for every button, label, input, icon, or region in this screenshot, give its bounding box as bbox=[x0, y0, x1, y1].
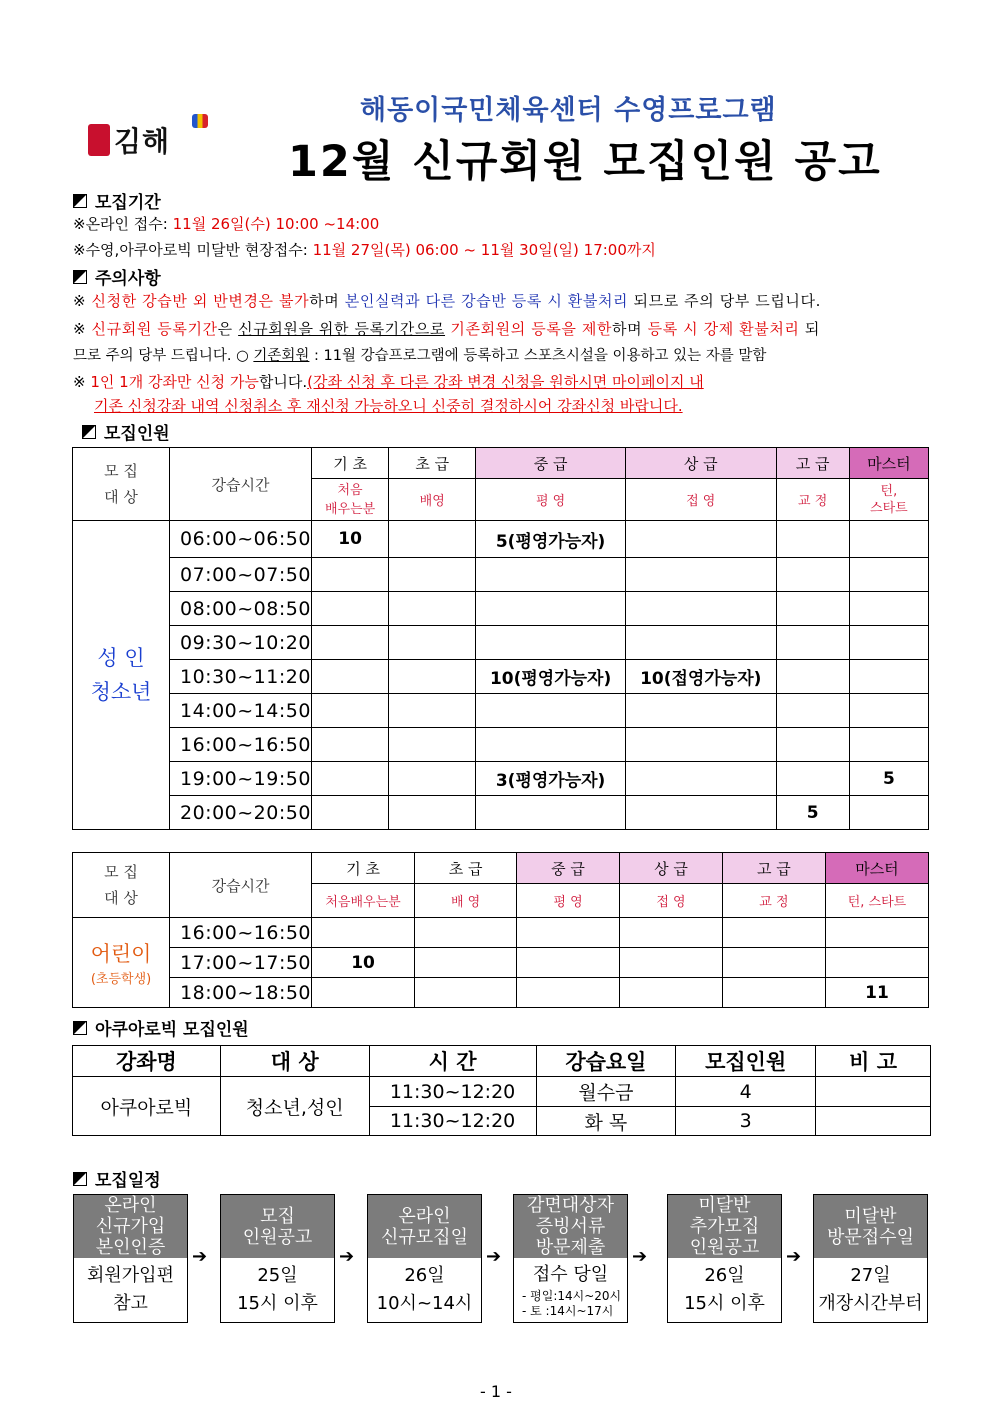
quota-cell bbox=[776, 660, 849, 694]
schedule-step-detail-line: 26일 bbox=[404, 1265, 445, 1286]
quota-cell bbox=[311, 694, 388, 728]
schedule-step-detail-line: 26일 bbox=[704, 1265, 745, 1286]
quota-cell: 10 bbox=[312, 948, 415, 978]
note-1-c: 본인실력과 다른 강습반 등록 시 환불처리 bbox=[344, 292, 629, 310]
quota-cell bbox=[722, 918, 825, 948]
level-desc: 처음 배우는분 bbox=[311, 479, 388, 521]
quota-cell bbox=[849, 626, 928, 660]
quota-cell bbox=[389, 626, 476, 660]
quota-cell bbox=[415, 978, 517, 1008]
level-expert: 고 급 bbox=[722, 853, 825, 884]
quota-cell bbox=[517, 918, 620, 948]
aqua-header-target: 대 상 bbox=[220, 1046, 369, 1077]
quota-cell bbox=[849, 558, 928, 592]
schedule-step-detail-line: 15시 이후 bbox=[237, 1293, 318, 1314]
schedule-step-title-line: 온라인 bbox=[398, 1205, 451, 1227]
arrow-right-icon: ➔ bbox=[786, 1246, 802, 1267]
level-basic: 기 초 bbox=[312, 853, 415, 884]
target-header bbox=[73, 853, 170, 918]
schedule-step-title-line: 신규가입 bbox=[95, 1216, 166, 1237]
level-desc: 턴, 스타트 bbox=[825, 884, 928, 918]
schedule-step-title-line: 방문접수일 bbox=[827, 1226, 914, 1248]
schedule-step-title-line: 방문제출 bbox=[535, 1237, 606, 1258]
time-header: 강습시간 bbox=[170, 853, 312, 918]
logo bbox=[88, 118, 198, 162]
quota-cell bbox=[776, 592, 849, 626]
section-schedule-heading bbox=[73, 1166, 161, 1191]
schedule-step-title-line: 모집 bbox=[260, 1205, 295, 1227]
quota-cell bbox=[311, 796, 388, 830]
schedule-step-detail-line: 접수 당일 bbox=[532, 1264, 609, 1285]
note-1 bbox=[73, 290, 821, 311]
section-marker-icon bbox=[73, 1021, 87, 1035]
table-row bbox=[73, 918, 929, 948]
note-1-a: 신청한 강습반 외 반변경은 불가 bbox=[91, 292, 310, 310]
note-2-a: 신규회원 등록기간 bbox=[91, 320, 218, 338]
quota-cell bbox=[389, 762, 476, 796]
quota-cell: 11 bbox=[825, 978, 928, 1008]
table-row bbox=[73, 762, 929, 796]
quota-cell: 5 bbox=[849, 762, 928, 796]
quota-cell bbox=[389, 694, 476, 728]
level-master: 마스터 bbox=[825, 853, 928, 884]
level-master: 마스터 bbox=[849, 448, 928, 479]
arrow-right-icon: ➔ bbox=[632, 1246, 648, 1267]
quota-cell bbox=[825, 918, 928, 948]
section-schedule-title: 모집일정 bbox=[95, 1171, 161, 1191]
note-1-b: 하며 bbox=[309, 292, 345, 310]
schedule-step-title-line: 본인인증 bbox=[95, 1237, 166, 1258]
aqua-header-name: 강좌명 bbox=[73, 1046, 221, 1077]
aqua-time: 11:30~12:20 bbox=[369, 1107, 536, 1136]
target-label-line1: 성 인 bbox=[97, 646, 145, 670]
note-2 bbox=[73, 318, 820, 339]
level-desc: 교 정 bbox=[776, 479, 849, 521]
quota-cell bbox=[776, 558, 849, 592]
quota-cell bbox=[620, 948, 723, 978]
quota-cell bbox=[517, 948, 620, 978]
table-row bbox=[73, 660, 929, 694]
quota-cell bbox=[311, 626, 388, 660]
level-desc: 배영 bbox=[389, 479, 476, 521]
time-slot: 07:00~07:50 bbox=[169, 558, 311, 592]
logo-text: 김해 bbox=[114, 125, 171, 158]
table-row bbox=[73, 796, 929, 830]
schedule-step-title-line: 감면대상자 bbox=[527, 1195, 614, 1216]
schedule-step-detail bbox=[74, 1258, 187, 1322]
target-label bbox=[73, 521, 170, 830]
quota-cell bbox=[415, 918, 517, 948]
quota-cell bbox=[776, 521, 849, 558]
page-number: - 1 - bbox=[480, 1382, 512, 1401]
quota-cell bbox=[776, 762, 849, 796]
time-slot: 19:00~19:50 bbox=[169, 762, 311, 796]
section-marker-icon bbox=[73, 194, 87, 208]
note-mark: ※ bbox=[73, 373, 91, 391]
onsite-value: 11월 27일(목) 06:00 ~ 11월 30일(일) 17:00까지 bbox=[312, 241, 656, 259]
quota-cell bbox=[722, 948, 825, 978]
quota-cell bbox=[625, 626, 776, 660]
note-2-e: 기존회원의 등록을 제한 bbox=[450, 320, 613, 338]
target-header-line2: 대 상 bbox=[104, 889, 138, 907]
section-period-title: 모집기간 bbox=[95, 193, 161, 213]
onsite-period bbox=[73, 239, 656, 260]
schedule-step-title-line: 미달반 bbox=[698, 1195, 751, 1216]
schedule-step-detail-line: 25일 bbox=[257, 1265, 298, 1286]
time-slot: 16:00~16:50 bbox=[170, 918, 312, 948]
aqua-table bbox=[72, 1045, 931, 1136]
level-beginner: 초 급 bbox=[415, 853, 517, 884]
quota-cell: 10(평영가능자) bbox=[476, 660, 626, 694]
time-slot: 14:00~14:50 bbox=[169, 694, 311, 728]
quota-cell bbox=[389, 728, 476, 762]
schedule-step-detail bbox=[368, 1258, 481, 1322]
level-desc: 처음배우는분 bbox=[312, 884, 415, 918]
schedule-step bbox=[220, 1194, 335, 1323]
quota-cell bbox=[389, 660, 476, 694]
quota-cell bbox=[625, 762, 776, 796]
quota-cell bbox=[389, 796, 476, 830]
aqua-target: 청소년,성인 bbox=[220, 1077, 369, 1136]
schedule-step-detail bbox=[814, 1258, 927, 1322]
table-row bbox=[73, 948, 929, 978]
quota-cell bbox=[415, 948, 517, 978]
time-header: 강습시간 bbox=[169, 448, 311, 521]
kids-schedule-table bbox=[72, 852, 929, 1008]
quota-cell bbox=[389, 592, 476, 626]
target-header-line1: 모 집 bbox=[104, 462, 138, 480]
schedule-step-detail-line: 27일 bbox=[850, 1265, 891, 1286]
online-period bbox=[73, 213, 379, 234]
quota-cell bbox=[849, 728, 928, 762]
level-desc: 평 영 bbox=[476, 479, 626, 521]
arrow-right-icon: ➔ bbox=[339, 1246, 355, 1267]
quota-cell bbox=[776, 728, 849, 762]
time-slot: 06:00~06:50 bbox=[169, 521, 311, 558]
quota-cell bbox=[625, 592, 776, 626]
schedule-step bbox=[367, 1194, 482, 1323]
aqua-time: 11:30~12:20 bbox=[369, 1077, 536, 1107]
quota-cell bbox=[389, 558, 476, 592]
level-desc: 접 영 bbox=[620, 884, 723, 918]
time-slot: 20:00~20:50 bbox=[169, 796, 311, 830]
quota-cell bbox=[625, 694, 776, 728]
quota-cell bbox=[620, 978, 723, 1008]
quota-cell: 5(평영가능자) bbox=[476, 521, 626, 558]
schedule-step-title-line: 인원공고 bbox=[242, 1226, 313, 1248]
schedule-step-title bbox=[74, 1195, 187, 1258]
table-row bbox=[73, 558, 929, 592]
schedule-step-detail bbox=[221, 1258, 334, 1322]
schedule-step-title-line: 증빙서류 bbox=[535, 1216, 606, 1237]
table-row bbox=[73, 728, 929, 762]
quota-cell bbox=[849, 521, 928, 558]
schedule-step-detail-line: 회원가입편 bbox=[87, 1265, 174, 1286]
logo-mark-icon bbox=[192, 114, 208, 128]
aqua-header-count: 모집인원 bbox=[676, 1046, 816, 1077]
level-intermediate: 중 급 bbox=[517, 853, 620, 884]
note-2-member: 기존회원 bbox=[253, 348, 310, 364]
time-slot: 17:00~17:50 bbox=[170, 948, 312, 978]
table-row bbox=[73, 978, 929, 1008]
section-notes-heading bbox=[73, 264, 161, 289]
level-basic: 기 초 bbox=[311, 448, 388, 479]
level-advanced: 상 급 bbox=[620, 853, 723, 884]
section-notes-title: 주의사항 bbox=[95, 269, 161, 289]
quota-cell: 10 bbox=[311, 521, 388, 558]
quota-cell bbox=[625, 796, 776, 830]
note-2-g: 등록 시 강제 환불처리 bbox=[647, 320, 800, 338]
aqua-count: 4 bbox=[676, 1077, 816, 1107]
level-intermediate: 중 급 bbox=[476, 448, 626, 479]
adult-schedule-table bbox=[72, 447, 929, 830]
schedule-step-title-line: 미달반 bbox=[844, 1205, 897, 1227]
schedule-step bbox=[73, 1194, 188, 1323]
quota-cell bbox=[389, 521, 476, 558]
arrow-right-icon: ➔ bbox=[192, 1246, 208, 1267]
time-slot: 18:00~18:50 bbox=[170, 978, 312, 1008]
onsite-label: ※수영,아쿠아로빅 미달반 현장접수: bbox=[73, 241, 313, 259]
note-2-c: 신규회원을 위한 등록기간으로 bbox=[238, 320, 446, 338]
schedule-step-detail bbox=[514, 1258, 627, 1322]
schedule-step-hours: - 토 :14시~17시 bbox=[522, 1304, 614, 1318]
schedule-step bbox=[513, 1194, 628, 1323]
note-mark: ※ bbox=[73, 320, 92, 338]
quota-cell bbox=[476, 592, 626, 626]
target-header-line1: 모 집 bbox=[104, 863, 138, 881]
schedule-step-title bbox=[368, 1195, 481, 1258]
level-desc: 접 영 bbox=[625, 479, 776, 521]
target-label-line2: 청소년 bbox=[90, 680, 152, 704]
section-marker-icon bbox=[73, 1172, 87, 1186]
schedule-step-title bbox=[514, 1195, 627, 1258]
aqua-days: 월수금 bbox=[536, 1077, 676, 1107]
quota-cell bbox=[476, 558, 626, 592]
aqua-header-note: 비 고 bbox=[816, 1046, 931, 1077]
target-label-line1: 어린이 bbox=[90, 942, 152, 966]
quota-cell bbox=[312, 918, 415, 948]
note-1-d: 되므로 주의 당부 드립니다. bbox=[628, 292, 821, 310]
quota-cell bbox=[849, 592, 928, 626]
online-value: 11월 26일(수) 10:00 ~14:00 bbox=[172, 215, 380, 233]
time-slot: 16:00~16:50 bbox=[169, 728, 311, 762]
quota-cell bbox=[620, 918, 723, 948]
quota-cell bbox=[849, 660, 928, 694]
quota-cell bbox=[625, 728, 776, 762]
page-title: 12월 신규회원 모집인원 공고 bbox=[288, 137, 882, 187]
quota-cell bbox=[476, 796, 626, 830]
schedule-step-detail-line: 15시 이후 bbox=[684, 1293, 765, 1314]
aqua-note bbox=[816, 1107, 931, 1136]
schedule-step bbox=[667, 1194, 782, 1323]
note-3-a: 1인 1개 강좌만 신청 가능 bbox=[90, 373, 259, 391]
quota-cell bbox=[312, 978, 415, 1008]
note-2-h: 되 bbox=[799, 320, 820, 338]
section-marker-icon bbox=[73, 270, 87, 284]
target-label bbox=[73, 918, 170, 1008]
note-2-line2 bbox=[73, 344, 766, 365]
section-aqua-title: 아쿠아로빅 모집인원 bbox=[95, 1020, 249, 1040]
logo-badge-icon bbox=[88, 124, 110, 156]
time-slot: 10:30~11:20 bbox=[169, 660, 311, 694]
schedule-step-title bbox=[221, 1195, 334, 1258]
schedule-step-detail-line: 참고 bbox=[113, 1293, 148, 1314]
schedule-step-detail bbox=[668, 1258, 781, 1322]
section-aqua-heading bbox=[73, 1015, 249, 1040]
schedule-step-detail-line: 개장시간부터 bbox=[818, 1293, 923, 1314]
quota-cell bbox=[311, 558, 388, 592]
level-desc: 턴, 스타트 bbox=[849, 479, 928, 521]
quota-cell bbox=[311, 762, 388, 796]
schedule-step-detail-line: 10시~14시 bbox=[376, 1293, 473, 1314]
note-3-c: (강좌 신청 후 다른 강좌 변경 신청을 원하시면 마이페이지 내 bbox=[307, 373, 704, 391]
level-desc: 배 영 bbox=[415, 884, 517, 918]
quota-cell bbox=[311, 592, 388, 626]
schedule-step-hours: - 평일:14시~20시 bbox=[522, 1289, 622, 1303]
note-3-line2: 기존 신청강좌 내역 신청취소 후 재신청 가능하오니 신중히 결정하시어 강좌신청 바랍니다. bbox=[94, 397, 683, 415]
quota-cell bbox=[625, 558, 776, 592]
section-period-heading bbox=[73, 188, 161, 213]
circle-bullet: ○ bbox=[236, 348, 254, 364]
note-mark: ※ bbox=[73, 292, 92, 310]
target-label-sub: (초등학생) bbox=[90, 972, 152, 987]
aqua-note bbox=[816, 1077, 931, 1107]
note-2-f: 하며 bbox=[612, 320, 648, 338]
note-2-member-desc: : 11월 강습프로그램에 등록하고 스포츠시설을 이용하고 있는 자를 말함 bbox=[309, 348, 767, 364]
note-3-b: 합니다. bbox=[258, 373, 308, 391]
level-advanced: 상 급 bbox=[625, 448, 776, 479]
arrow-right-icon: ➔ bbox=[486, 1246, 502, 1267]
table-row bbox=[73, 592, 929, 626]
quota-cell: 5 bbox=[776, 796, 849, 830]
quota-cell bbox=[625, 521, 776, 558]
quota-cell bbox=[722, 978, 825, 1008]
table-row bbox=[73, 694, 929, 728]
schedule-step-title bbox=[814, 1195, 927, 1258]
quota-cell bbox=[825, 948, 928, 978]
level-desc: 평 영 bbox=[517, 884, 620, 918]
time-slot: 09:30~10:20 bbox=[169, 626, 311, 660]
note-3 bbox=[73, 371, 704, 392]
target-header bbox=[73, 448, 170, 521]
note-2-b: 은 bbox=[217, 320, 239, 338]
section-recruit-heading bbox=[82, 419, 170, 444]
aqua-count: 3 bbox=[676, 1107, 816, 1136]
schedule-step-title bbox=[668, 1195, 781, 1258]
aqua-header-time: 시 간 bbox=[369, 1046, 536, 1077]
section-marker-icon bbox=[82, 425, 96, 439]
online-label: ※온라인 접수: bbox=[73, 215, 173, 233]
table-row bbox=[73, 521, 929, 558]
quota-cell: 10(접영가능자) bbox=[625, 660, 776, 694]
quota-cell bbox=[476, 694, 626, 728]
table-row bbox=[73, 626, 929, 660]
schedule-step-title-line: 인원공고 bbox=[689, 1237, 760, 1258]
page-subtitle: 해동이국민체육센터 수영프로그램 bbox=[360, 95, 777, 126]
time-slot: 08:00~08:50 bbox=[169, 592, 311, 626]
aqua-header-days: 강습요일 bbox=[536, 1046, 676, 1077]
target-header-line2: 대 상 bbox=[104, 488, 138, 506]
quota-cell bbox=[517, 978, 620, 1008]
quota-cell bbox=[311, 660, 388, 694]
quota-cell bbox=[849, 796, 928, 830]
schedule-step-title-line: 온라인 bbox=[104, 1195, 157, 1216]
aqua-name: 아쿠아로빅 bbox=[73, 1077, 221, 1136]
section-recruit-title: 모집인원 bbox=[104, 424, 170, 444]
quota-cell bbox=[776, 626, 849, 660]
quota-cell bbox=[311, 728, 388, 762]
quota-cell bbox=[849, 694, 928, 728]
level-expert: 고 급 bbox=[776, 448, 849, 479]
quota-cell bbox=[476, 626, 626, 660]
quota-cell: 3(평영가능자) bbox=[476, 762, 626, 796]
note-2-line2-text: 므로 주의 당부 드립니다. bbox=[73, 348, 237, 364]
schedule-step-title-line: 추가모집 bbox=[689, 1216, 760, 1237]
schedule-step-title-line: 신규모집일 bbox=[381, 1226, 468, 1248]
quota-cell bbox=[776, 694, 849, 728]
quota-cell bbox=[476, 728, 626, 762]
aqua-days: 화 목 bbox=[536, 1107, 676, 1136]
level-desc: 교 정 bbox=[722, 884, 825, 918]
schedule-step bbox=[813, 1194, 928, 1323]
level-beginner: 초 급 bbox=[389, 448, 476, 479]
